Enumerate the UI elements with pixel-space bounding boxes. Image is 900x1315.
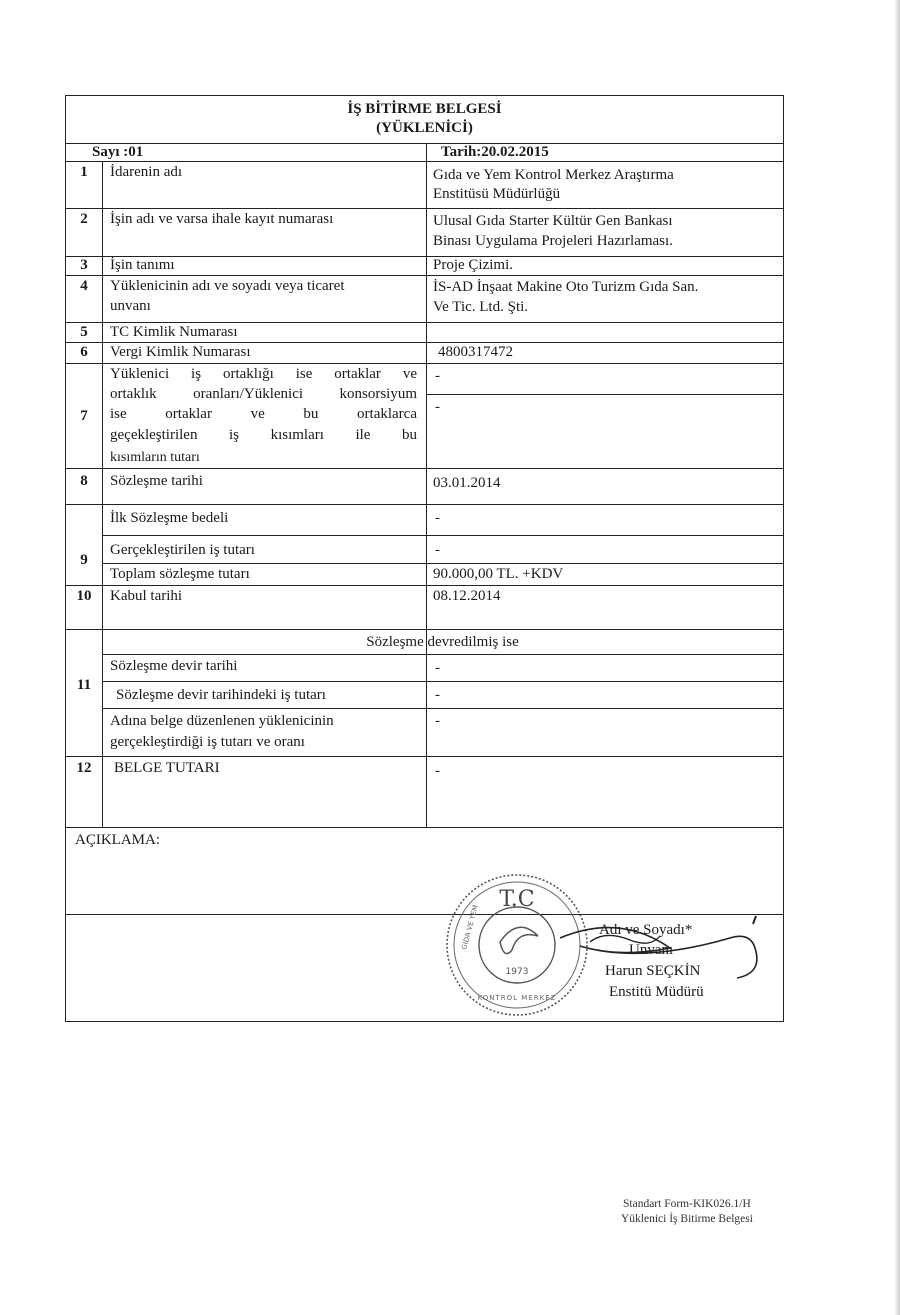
page-edge-shadow bbox=[894, 0, 900, 1315]
svg-text:T.C: T.C bbox=[499, 887, 535, 912]
row-value: - bbox=[435, 687, 440, 703]
date-label: Tarih:20.02.2015 bbox=[441, 144, 549, 160]
svg-text:KONTROL MERKEZ: KONTROL MERKEZ bbox=[477, 994, 557, 1002]
document-title: İŞ BİTİRME BELGESİ bbox=[347, 101, 502, 117]
row-value: 90.000,00 TL. +KDV bbox=[433, 566, 564, 582]
rule bbox=[102, 654, 783, 655]
row-value: - bbox=[435, 368, 440, 384]
row-number: 1 bbox=[80, 164, 88, 180]
handwritten-signature bbox=[520, 908, 790, 998]
row-value: - bbox=[435, 713, 440, 729]
row-label: Sözleşme devir tarihindeki iş tutarı bbox=[116, 687, 326, 703]
row-value: - bbox=[435, 763, 440, 779]
row-value: Binası Uygulama Projeleri Hazırlaması. bbox=[433, 233, 673, 249]
row-value: Gıda ve Yem Kontrol Merkez Araştırma bbox=[433, 167, 674, 183]
signature-name-label: Adı ve Soyadı* bbox=[599, 922, 693, 938]
row-label: geçekleştirilen iş kısımları ile bu bbox=[110, 427, 417, 443]
row-label: gerçekleştirdiği iş tutarı ve oranı bbox=[110, 734, 305, 750]
row-number: 11 bbox=[76, 677, 92, 693]
certificate-form bbox=[65, 95, 784, 1022]
row-value: - bbox=[435, 510, 440, 526]
row-number: 7 bbox=[80, 408, 88, 424]
row-label: ise ortaklar ve bu ortaklarca bbox=[110, 406, 417, 422]
row-value: 4800317472 bbox=[438, 344, 513, 360]
row-label: BELGE TUTARI bbox=[114, 760, 220, 776]
row-label: İdarenin adı bbox=[110, 164, 183, 180]
row-value: Ve Tic. Ltd. Şti. bbox=[433, 299, 529, 315]
row-number: 10 bbox=[76, 588, 92, 604]
document-subtitle: (YÜKLENİCİ) bbox=[376, 120, 473, 136]
row-label: Toplam sözleşme tutarı bbox=[110, 566, 250, 582]
row-label: İşin tanımı bbox=[110, 257, 175, 273]
rule bbox=[102, 708, 783, 709]
row-value: - bbox=[435, 660, 440, 676]
row-label: Sözleşme tarihi bbox=[110, 473, 203, 489]
rule bbox=[66, 827, 783, 828]
row-number: 8 bbox=[80, 473, 88, 489]
svg-text:GIDA VE YEM: GIDA VE YEM bbox=[460, 904, 480, 951]
row-number: 12 bbox=[76, 760, 92, 776]
row-label: Kabul tarihi bbox=[110, 588, 183, 604]
row-label: Gerçekleştirilen iş tutarı bbox=[110, 542, 255, 558]
row-label: Adına belge düzenlenen yüklenicinin bbox=[110, 713, 334, 729]
row-label: Yüklenicinin adı ve soyadı veya ticaret bbox=[110, 278, 345, 294]
rule bbox=[66, 504, 783, 505]
row-label: İlk Sözleşme bedeli bbox=[110, 510, 229, 526]
row-label: TC Kimlik Numarası bbox=[110, 324, 238, 340]
row-value: Enstitüsü Müdürlüğü bbox=[433, 186, 561, 202]
row-label: Sözleşme devir tarihi bbox=[110, 658, 238, 674]
rule bbox=[102, 563, 783, 564]
row-value: 08.12.2014 bbox=[433, 588, 501, 604]
signatory-name: Harun SEÇKİN bbox=[605, 963, 701, 979]
rule bbox=[102, 161, 103, 827]
row-number: 5 bbox=[80, 324, 88, 340]
rule bbox=[102, 535, 783, 536]
row-number: 6 bbox=[80, 344, 88, 360]
rule bbox=[66, 629, 783, 630]
row-value: - bbox=[435, 399, 440, 415]
signatory-title: Enstitü Müdürü bbox=[609, 984, 704, 1000]
rule bbox=[66, 756, 783, 757]
row-label: ortaklık oranları/Yüklenici konsorsiyum bbox=[110, 386, 417, 402]
rule bbox=[102, 681, 783, 682]
row-label: Yüklenici iş ortaklığı ise ortaklar ve bbox=[110, 366, 417, 382]
row-label: Vergi Kimlik Numarası bbox=[110, 344, 251, 360]
row-value: Ulusal Gıda Starter Kültür Gen Bankası bbox=[433, 213, 673, 229]
row-label: kısımların tutarı bbox=[110, 450, 200, 465]
row-number: 9 bbox=[80, 552, 88, 568]
rule bbox=[66, 208, 783, 209]
form-name: Yüklenici İş Bitirme Belgesi bbox=[621, 1213, 753, 1225]
notes-label: AÇIKLAMA: bbox=[75, 832, 160, 848]
form-code: Standart Form-KIK026.1/H bbox=[623, 1198, 751, 1210]
svg-text:1973: 1973 bbox=[505, 967, 529, 977]
rule bbox=[66, 161, 783, 162]
row-number: 4 bbox=[80, 278, 88, 294]
number-label: Sayı :01 bbox=[92, 144, 144, 160]
rule bbox=[66, 143, 783, 144]
row-label: İşin adı ve varsa ihale kayıt numarası bbox=[110, 211, 334, 227]
rule bbox=[426, 394, 783, 395]
rule bbox=[426, 654, 427, 827]
rule bbox=[426, 143, 427, 654]
row-value: 03.01.2014 bbox=[433, 475, 501, 491]
row-label: unvanı bbox=[110, 298, 151, 314]
row-value: Proje Çizimi. bbox=[433, 257, 513, 273]
row-heading: Sözleşme devredilmiş ise bbox=[366, 634, 519, 650]
rule bbox=[66, 275, 783, 276]
rule bbox=[66, 468, 783, 469]
row-value: - bbox=[435, 542, 440, 558]
row-number: 2 bbox=[80, 211, 88, 227]
rule bbox=[66, 363, 783, 364]
signature-title-label: Unvanı bbox=[629, 942, 674, 958]
rule bbox=[66, 585, 783, 586]
row-value: İS-AD İnşaat Makine Oto Turizm Gıda San. bbox=[433, 279, 699, 295]
row-number: 3 bbox=[80, 257, 88, 273]
